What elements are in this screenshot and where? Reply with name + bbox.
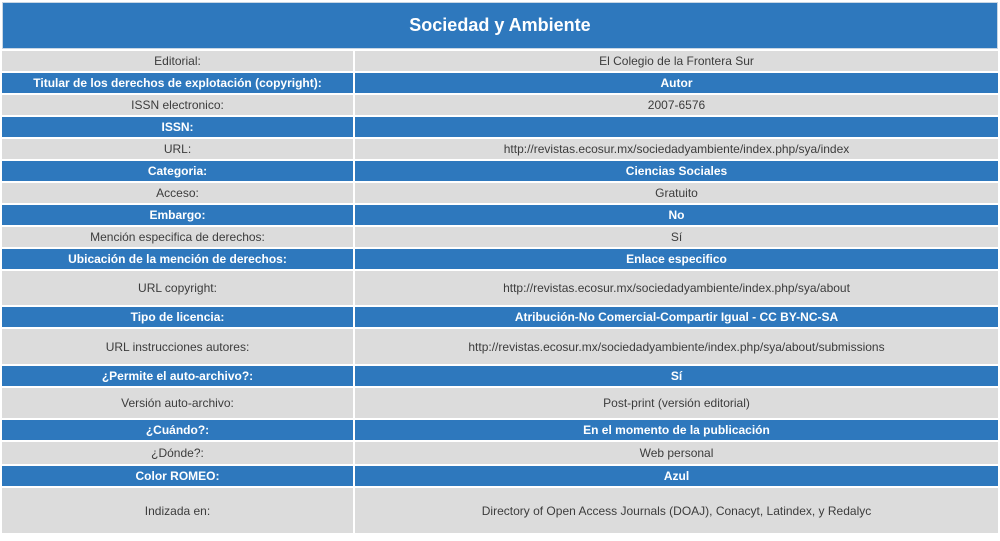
label-archive-version: Versión auto-archivo: [2, 388, 353, 418]
label-license-type: Tipo de licencia: [2, 307, 353, 327]
row-when [2, 420, 998, 440]
label-editorial: Editorial: [2, 51, 353, 71]
label-self-archiving: ¿Permite el auto-archivo?: [2, 366, 353, 386]
label-rights-mention: Mención especifica de derechos: [2, 227, 353, 247]
row-editorial [2, 51, 998, 71]
value-embargo: No [355, 205, 998, 225]
value-eissn: 2007-6576 [355, 95, 998, 115]
label-author-instructions: URL instrucciones autores: [2, 329, 353, 364]
row-license-type [2, 307, 998, 327]
row-rights-location [2, 249, 998, 269]
row-url [2, 139, 998, 159]
label-romeo-color: Color ROMEO: [2, 466, 353, 486]
label-category: Categoria: [2, 161, 353, 181]
value-access: Gratuito [355, 183, 998, 203]
row-copyright-url [2, 271, 998, 305]
label-rights-location: Ubicación de la mención de derechos: [2, 249, 353, 269]
value-category: Ciencias Sociales [355, 161, 998, 181]
row-where [2, 442, 998, 464]
label-indexed-in: Indizada en: [2, 488, 353, 533]
label-when: ¿Cuándo?: [2, 420, 353, 440]
value-self-archiving: Sí [355, 366, 998, 386]
value-rights-mention: Sí [355, 227, 998, 247]
value-archive-version: Post-print (versión editorial) [355, 388, 998, 418]
label-url: URL: [2, 139, 353, 159]
label-copyright-holder: Titular de los derechos de explotación (copyright): [2, 73, 353, 93]
label-issn: ISSN: [2, 117, 353, 137]
row-category [2, 161, 998, 181]
value-romeo-color: Azul [355, 466, 998, 486]
row-self-archiving [2, 366, 998, 386]
row-eissn [2, 95, 998, 115]
value-url[interactable]: http://revistas.ecosur.mx/sociedadyambiente/index.php/sya/index [355, 139, 998, 159]
value-license-type: Atribución-No Comercial-Compartir Igual - CC BY-NC-SA [355, 307, 998, 327]
row-archive-version [2, 388, 998, 418]
label-access: Acceso: [2, 183, 353, 203]
value-copyright-holder: Autor [355, 73, 998, 93]
value-issn [355, 117, 998, 137]
value-where: Web personal [355, 442, 998, 464]
row-author-instructions [2, 329, 998, 364]
value-editorial: El Colegio de la Frontera Sur [355, 51, 998, 71]
row-romeo-color [2, 466, 998, 486]
row-issn [2, 117, 998, 137]
value-author-instructions[interactable]: http://revistas.ecosur.mx/sociedadyambiente/index.php/sya/about/submissions [355, 329, 998, 364]
journal-title: Sociedad y Ambiente [2, 2, 998, 49]
journal-info-table [2, 2, 998, 533]
label-where: ¿Dónde?: [2, 442, 353, 464]
row-embargo [2, 205, 998, 225]
row-copyright-holder [2, 73, 998, 93]
row-access [2, 183, 998, 203]
row-indexed-in [2, 488, 998, 533]
value-when: En el momento de la publicación [355, 420, 998, 440]
value-copyright-url[interactable]: http://revistas.ecosur.mx/sociedadyambiente/index.php/sya/about [355, 271, 998, 305]
value-indexed-in: Directory of Open Access Journals (DOAJ), Conacyt, Latindex, y Redalyc [355, 488, 998, 533]
label-copyright-url: URL copyright: [2, 271, 353, 305]
row-rights-mention [2, 227, 998, 247]
label-embargo: Embargo: [2, 205, 353, 225]
label-eissn: ISSN electronico: [2, 95, 353, 115]
value-rights-location: Enlace especifico [355, 249, 998, 269]
